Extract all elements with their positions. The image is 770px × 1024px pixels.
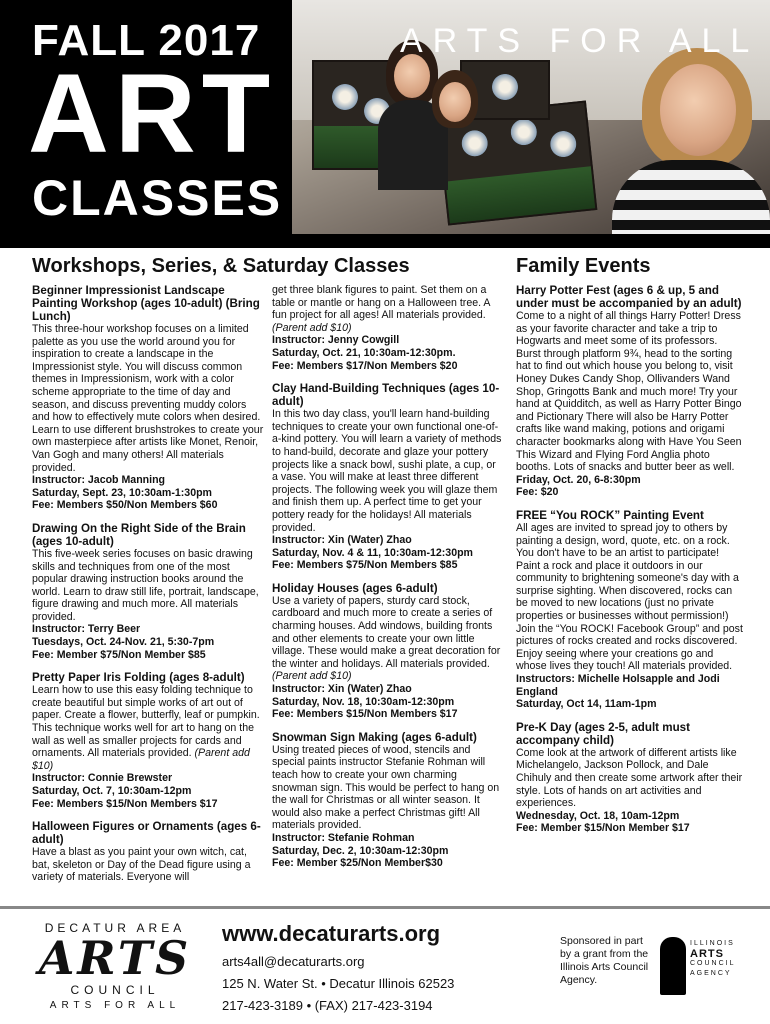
photo-person-shirt [612, 160, 770, 234]
event-description: All ages are invited to spread joy to others by painting a design, word, quote, etc. on a rock. You don't have to be an artist to participate! Paint a rock and place it outdoors in our community to brightening someone's day with a surprise sighting. When discovered, rocks can be moved to new locations (just no private properties or businesses without permission!) Join the “You ROCK! Facebook Group” and post pictures of rocks created and rocks discovered. Enjoy seeing where your creations go and whose lives they touch! All materials provided. [516, 521, 743, 673]
iac-council: COUNCIL [690, 960, 736, 967]
event-instructor: Instructors: Michelle Holsapple and Jodi England [516, 673, 720, 698]
event-instructor: Instructor: Terry Beer [32, 623, 141, 636]
event-description-text: Learn how to use this easy folding technique to create beautiful but simple works of art out of paper. Create a flower, butterfly, leaf or pumpkin. This technique works well for art to hang on the wall as well as smaller projects for cards and ornaments. All materials provided. [32, 684, 260, 760]
website-link[interactable]: www.decaturarts.org [222, 921, 441, 946]
event-title: Holiday Houses (ages 6-adult) [272, 581, 438, 595]
event-description: This three-hour workshop focuses on a limited palette as you use the world around you for inspiration to create a landscape in the Impressionist style. You will discuss common themes in Impressionism, work with a color scheme appropriate to the time of day and season, and discuss preventing muddy colors and how to effectively mute colors when desired. Learn to use different brushstrokes to create your own masterpiece after artists like Monet, Renoir, Van Gogh and many others! All materials provided. [32, 323, 264, 474]
event-date: Saturday, Oct. 7, 10:30am-12pm [32, 785, 192, 797]
event-instructor: Instructor: Xin (Water) Zhao [272, 534, 412, 547]
event-description [32, 684, 264, 772]
event-date: Saturday, Oct 14, 11am-1pm [516, 698, 657, 711]
event-entry [32, 671, 264, 810]
event-entry [32, 284, 264, 512]
event-instructor: Instructor: Jenny Cowgill [272, 334, 400, 347]
event-entry [516, 284, 744, 499]
canvas-flower [549, 130, 578, 159]
event-instructor: Instructor: Stefanie Rohman [272, 831, 415, 844]
event-fee: Fee: Member $75/Non Member $85 [32, 648, 206, 661]
event-description: Have a blast as you paint your own witch, cat, bat, skeleton or Day of the Dead figure using a variety of materials. Everyone will [32, 846, 251, 884]
event-entry [32, 522, 264, 661]
footer [0, 906, 770, 1024]
event-description: Come to a night of all things Harry Potter! Dress as your favorite character and take a trip to Hogwarts and meet some of its professors. Burst through platform 9¾, head to the sorting hat to find out which house you belong to, visit Honey Dukes Candy Shop, Ollivanders Wand Shop, Gringotts Bank and much more! Try your hand at Quidditch, as well as Harry Potter Bingo and Pictionary There will also be Harry Potter crafts like wand making, potions and origami character bookmarks along with Have You Seen This Wizard and Flying Ford Anglia photo booths. Lots of snacks and butter beer as well. [516, 310, 742, 474]
event-instructor: Instructor: Xin (Water) Zhao [272, 683, 412, 696]
event-fee: Fee: Members $15/Non Members $17 [32, 797, 218, 810]
event-date: Saturday, Nov. 18, 10:30am-12:30pm [272, 695, 455, 708]
event-title: Pre-K Day (ages 2-5, adult must accompany child) [516, 720, 690, 747]
event-description [272, 284, 504, 334]
family-events-column [516, 252, 744, 835]
event-title: Beginner Impressionist Landscape Painting Workshop (ages 10-adult) (Bring Lunch) [32, 284, 260, 323]
event-description-text: get three blank figures to paint. Set them on a table or mantle or hang on a Halloween tree. A fun project for all ages! All materials provided. [272, 284, 490, 322]
phone-text: 217-423-3189 • (FAX) 217-423-3194 [222, 998, 433, 1013]
canvas-flower [492, 74, 518, 100]
section-heading-family: Family Events [516, 255, 651, 277]
event-entry [272, 582, 504, 721]
classes-title: CLASSES [32, 170, 283, 226]
canvas-flower [332, 84, 358, 110]
event-fee: Fee: Members $17/Non Members $20 [272, 359, 458, 372]
event-entry [32, 820, 264, 884]
email-link[interactable]: arts4all@decaturarts.org [222, 954, 365, 969]
canvas-flower [510, 118, 539, 147]
section-heading-workshops: Workshops, Series, & Saturday Classes [32, 255, 410, 277]
logo-council: COUNCIL [70, 983, 160, 997]
event-fee: Fee: Members $75/Non Members $85 [272, 559, 458, 572]
logo-decatur-area: DECATUR AREA [44, 921, 186, 935]
event-title: Pretty Paper Iris Folding (ages 8-adult) [32, 671, 245, 685]
event-entry-continued [272, 284, 504, 372]
sponsor-note: Sponsored in part by a grant from the Illinois Arts Council Agency. [560, 935, 649, 986]
event-description [272, 595, 504, 683]
event-description: This five-week series focuses on basic drawing skills and techniques from one of the most popular drawing instruction books around the world. Learn to draw still life, portrait, landscape, figure drawing and much more. All materials provided. [32, 547, 259, 623]
event-title: Drawing On the Right Side of the Brain (ages 10-adult) [32, 521, 246, 548]
event-date: Saturday, Oct. 21, 10:30am-12:30pm. [272, 346, 456, 359]
contact-info [222, 921, 532, 1017]
parent-fee-note: (Parent add $10) [32, 747, 250, 772]
event-fee: Fee: Member $15/Non Member $17 [516, 822, 690, 835]
parent-fee-note: (Parent add $10) [272, 670, 352, 683]
logo-arts: ARTS [38, 931, 192, 985]
address-text: 125 N. Water St. • Decatur Illinois 62523 [222, 976, 455, 991]
iac-arts: ARTS [690, 948, 724, 960]
workshops-column-2 [272, 284, 504, 870]
arts-for-all-banner: ARTS FOR ALL [400, 22, 760, 60]
canvas-grass [446, 166, 596, 223]
parent-fee-note: (Parent add $10) [272, 321, 352, 334]
art-title: ART [28, 51, 277, 176]
silhouette-icon [660, 937, 686, 995]
event-fee: Fee: Member $25/Non Member$30 [272, 857, 443, 870]
event-description-text: Use a variety of papers, sturdy card stock, cardboard and much more to create a series of charming houses. Add windows, building fronts and other elements to create your own little village. These would make a great decoration for the winter and holidays. All materials provided. [272, 594, 501, 670]
event-fee: Fee: Members $15/Non Members $17 [272, 708, 458, 721]
event-instructor: Instructor: Connie Brewster [32, 772, 173, 785]
iac-logo-text [690, 939, 750, 979]
iac-illinois: ILLINOIS [690, 940, 735, 947]
event-title: Halloween Figures or Ornaments (ages 6-adult) [32, 820, 261, 847]
event-date: Saturday, Nov. 4 & 11, 10:30am-12:30pm [272, 546, 473, 559]
event-title: Harry Potter Fest (ages 6 & up, 5 and under must be accompanied by an adult) [516, 284, 742, 310]
photo-person-face [660, 64, 736, 156]
iac-agency: AGENCY [690, 970, 732, 977]
event-entry [272, 731, 504, 870]
event-date: Saturday, Dec. 2, 10:30am-12:30pm [272, 844, 449, 857]
canvas-flower [460, 129, 489, 158]
event-description: Using treated pieces of wood, stencils and special paints instructor Stefanie Rohman will teach how to create your own charming snowman sign. This would be perfect to hang on the wall for Christmas or all winter season. It would also make a perfect Christmas gift! All materials provided. [272, 743, 500, 832]
event-date: Saturday, Sept. 23, 10:30am-1:30pm [32, 486, 212, 499]
title-block [0, 0, 292, 248]
event-entry [516, 721, 744, 835]
event-date: Tuesdays, Oct. 24-Nov. 21, 5:30-7pm [32, 636, 215, 649]
arts-council-logo [30, 921, 200, 1011]
event-fee: Fee: Members $50/Non Members $60 [32, 499, 218, 512]
event-title: Snowman Sign Making (ages 6-adult) [272, 730, 477, 744]
event-date: Friday, Oct. 20, 6-8:30pm [516, 473, 641, 486]
event-date: Wednesday, Oct. 18, 10am-12pm [516, 809, 680, 822]
illinois-arts-council-logo [656, 937, 752, 997]
season-title: FALL 2017 [32, 16, 261, 65]
event-title: Clay Hand-Building Techniques (ages 10-adult) [272, 382, 500, 409]
event-entry [516, 509, 744, 711]
logo-tagline: ARTS FOR ALL [49, 1000, 181, 1011]
photo-person-face [439, 82, 471, 122]
event-instructor: Instructor: Jacob Manning [32, 474, 166, 487]
header-banner [0, 0, 770, 248]
event-fee: Fee: $20 [516, 486, 559, 499]
event-entry [272, 382, 504, 572]
event-title: FREE “You ROCK” Painting Event [516, 508, 704, 522]
event-description: Come look at the artwork of different artists like Michelangelo, Jackson Pollock, and Dale Chihuly and then create some artwork after their style. Lots of hands on art activities and experiences. [516, 746, 743, 810]
event-description: In this two day class, you'll learn hand-building techniques to create your own functional one-of-a-kind pottery. You will learn a variety of methods to hand-build, decorate and glaze your pottery projects like a snack bowl, sushi plate, a cup, or a vase. You will make at least three different projects. The following week you will glaze them and finish them up. A perfect time to get your pottery ready for the holidays! All materials provided. [272, 408, 502, 534]
